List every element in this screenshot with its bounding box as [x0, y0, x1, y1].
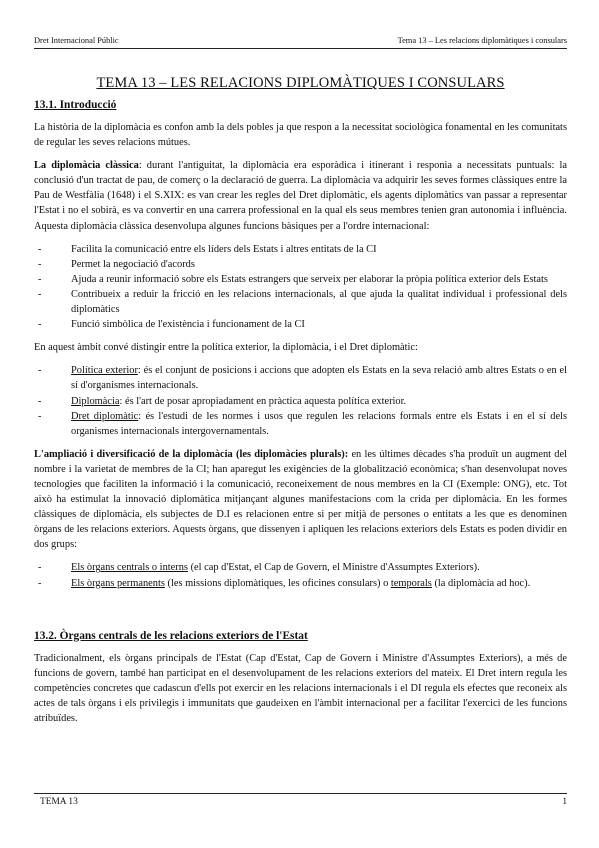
page-footer: [34, 793, 567, 807]
document-page: [34, 0, 567, 848]
definitions-list: [34, 363, 567, 438]
page-number: 1: [562, 797, 567, 807]
list-item: - Funció simbòlica de l'existència i funcionament de la CI: [34, 317, 567, 332]
intro-paragraph: La història de la diplomàcia es confon amb la dels pobles ja que respon a la necessitat sociològica fonamental en les comunitats de regular les seves relacions mútues.: [34, 122, 567, 149]
list-item: [34, 560, 567, 575]
classic-diplomacy-paragraph: [34, 158, 567, 233]
group-text-2: (la diplomàcia ad hoc).: [431, 577, 531, 589]
header-right: Tema 13 – Les relacions diplomàtiques i consulars: [397, 36, 567, 45]
group-text: (el cap d'Estat, el Cap de Govern, el Ministre d'Assumptes Exteriors).: [187, 562, 480, 574]
document-title: TEMA 13 – LES RELACIONS DIPLOMÀTIQUES I CONSULARS: [96, 75, 505, 91]
page-header: [34, 36, 567, 49]
expansion-label: L'ampliació i diversificació de la diplomàcia (les diplomàcies plurals):: [34, 448, 349, 460]
section-heading-intro: 13.1. Introducció: [34, 99, 117, 111]
header-left: Dret Internacional Públic: [34, 36, 119, 45]
classic-diplomacy-label: La diplomàcia clàssica: [34, 160, 139, 172]
definition-text: : és l'estudi de les normes i usos que regulen les relacions formals entre els Estats i en el sí dels organismes internacionals intergovernamentals.: [71, 410, 568, 437]
central-organs-paragraph: Tradicionalment, els òrgans principals de l'Estat (Cap d'Estat, Cap de Govern i Ministre d'Assumptes Exteriors), a més de funcions de govern, també han participat en el desenvolupament de les relacions exteriors del mateix. El Dret intern regula les competències concretes que cadascun d'ells pot exercir en les relacions internacionals i el DI regula els efectes que reconeix als actes de tals òrgans i els privilegis i immunitats que gaudeixen en l'àmbit internacional per a facilitar l'exercici de les funcions atribuïdes.: [34, 652, 567, 724]
list-item: - Contribueix a reduir la fricció en les relacions internacionals, al que ajuda la qualitat individual i professional dels diplomàtics: [34, 287, 567, 317]
distinguish-paragraph: En aquest àmbit convé distingir entre la política exterior, la diplomàcia, i el Dret diplomàtic:: [34, 342, 418, 354]
definition-term: Política exterior: [71, 365, 138, 377]
list-item: - Ajuda a reunir informació sobre els Estats estrangers que serveix per elaborar la pròpia política exterior dels Estats: [34, 272, 567, 287]
group-term-temporals: temporals: [390, 577, 432, 589]
group-term: Els òrgans permanents: [71, 577, 165, 589]
expansion-paragraph: [34, 447, 567, 553]
list-item: - Permet la negociació d'acords: [34, 257, 567, 272]
definition-term: Diplomàcia: [71, 395, 120, 407]
functions-list: [34, 242, 567, 333]
list-item: - Facilita la comunicació entre els líders dels Estats i altres entitats de la CI: [34, 242, 567, 257]
expansion-text: en les últimes dècades s'ha produït un augment del nombre i la varietat de membres de la CI; han aparegut les exigències de la globalització econòmica; s'han desenvolupat noves tecnologies que faciliten la informació i la comunicació, reconeixement de nous membres en la CI (Exemple: ONG), etc. Tot això ha estimulat la innovació diplomàtica mitjançant algunes manifestacions com la crida per diplomàcia. En les formes clàssiques de diplomàcia, els subjectes de D.I es relacionen entre si per mitjà de persones o entitats a les que es denominen òrgans de les relacions exteriors. Aquests òrgans, que dissenyen i apliquen les relacions exteriors dels Estats es poden dividir en dos grups:: [34, 448, 567, 551]
list-item: [34, 394, 567, 409]
classic-diplomacy-text: : durant l'antiguitat, la diplomàcia era esporàdica i itinerant i responia a necessitats puntuals: la conclusió d'un tractat de pau, de comerç o la declaració de guerra. La diplomàcia va adquirir les seves formes clàssiques entre la Pau de Westfàlia (1648) i el S.XIX: es van crear les regles del Dret diplomàtic, els agents diplomàtics van passar a representar l'Estat i no el sobirà, es va convertir en una carrera professional en la qual els seus membres tenien gran autonomia i influència. Aquesta diplomàcia clàssica desenvolupa algunes funcions bàsiques per a l'ordre internacional:: [34, 160, 568, 232]
group-text: (les missions diplomàtiques, les oficines consulars) o: [164, 577, 391, 589]
list-item: [34, 363, 567, 393]
document-body: [34, 98, 567, 734]
section-heading-central-organs: 13.2. Òrgans centrals de les relacions exteriors de l'Estat: [34, 629, 308, 642]
definition-text: : és l'art de posar apropiadament en pràctica aquesta política exterior.: [119, 395, 407, 407]
organs-list: [34, 560, 567, 590]
list-item: [34, 409, 567, 439]
footer-label: TEMA 13: [40, 797, 78, 807]
group-term: Els òrgans centrals o interns: [71, 562, 188, 574]
list-item: [34, 576, 567, 591]
definition-term: Dret diplomàtic: [71, 410, 139, 422]
definition-text: : és el conjunt de posicions i accions que adopten els Estats en la seva relació amb altres Estats o en el sí d'organismes internacionals.: [71, 365, 567, 392]
